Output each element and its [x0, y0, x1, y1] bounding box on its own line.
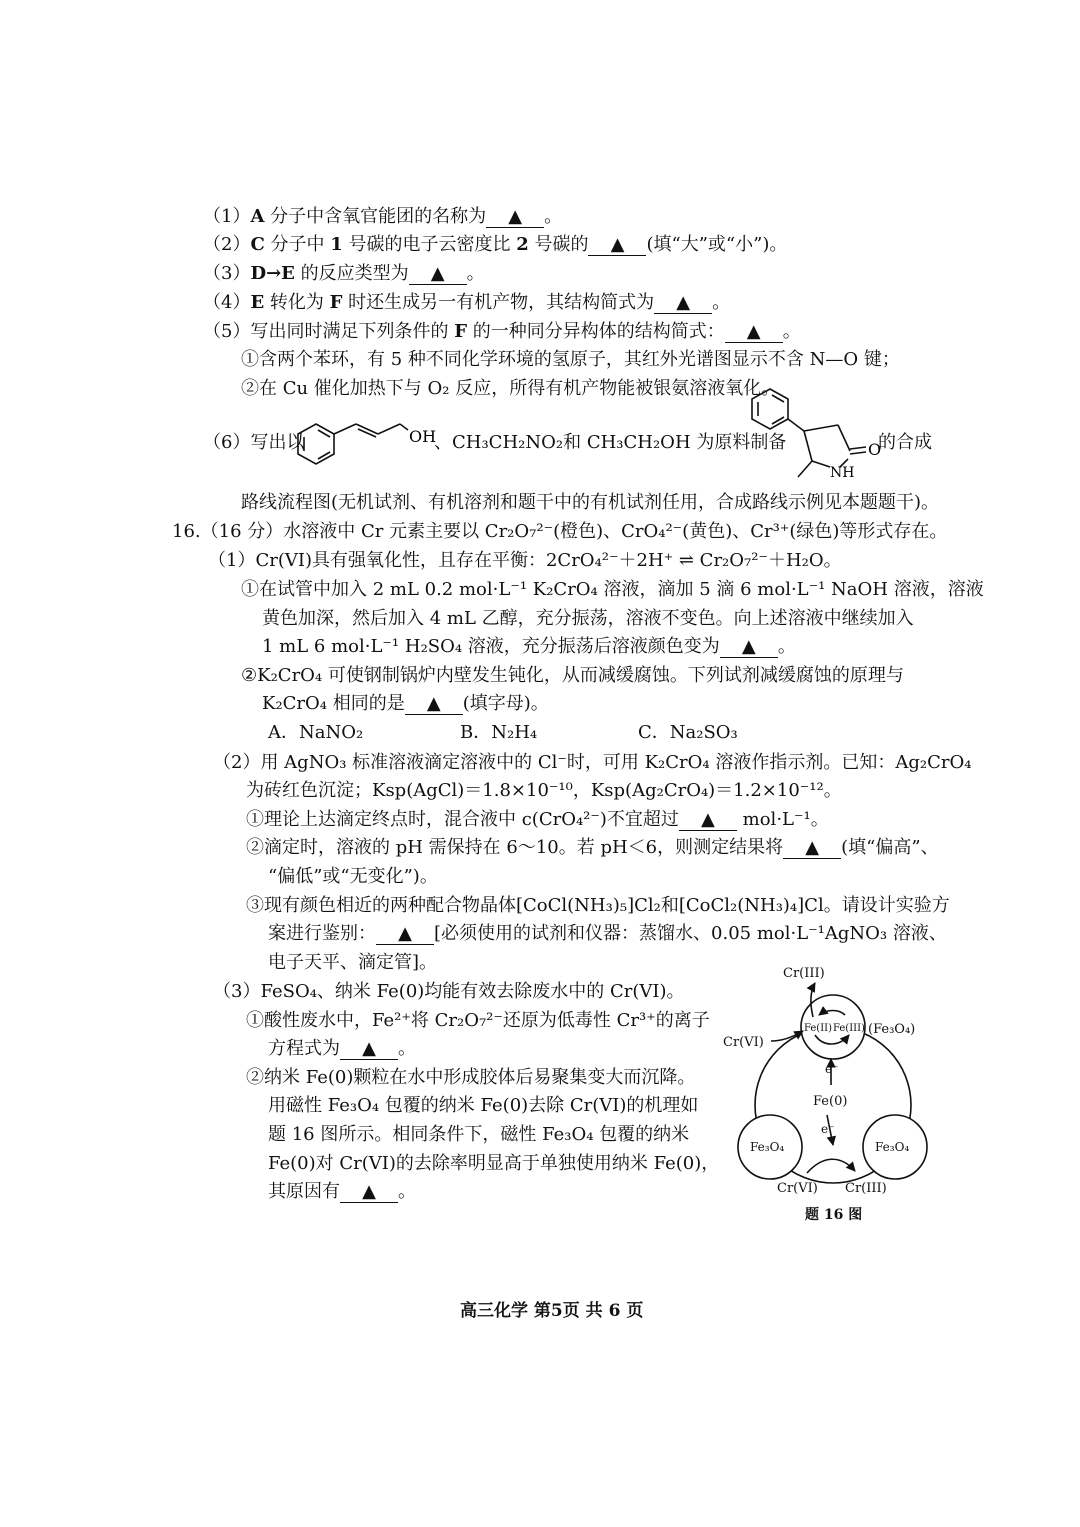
q15-6-middle: 、CH₃CH₂NO₂和 CH₃CH₂OH 为原料制备 [434, 432, 787, 453]
answer-blank: ▲ [376, 924, 434, 945]
q16-1: （1）Cr(VI)具有强氧化性，且存在平衡：2CrO₄²⁻＋2H⁺ ⇌ Cr₂O₇²⁻＋H₂O。 [208, 550, 842, 571]
q16-2-b-line2: “偏低”或“无变化”)。 [268, 866, 438, 887]
q16-2-line1: （2）用 AgNO₃ 标准溶液滴定溶液中的 Cl⁻时，可用 K₂CrO₄ 溶液作指示剂。已知：Ag₂CrO₄ [213, 752, 972, 773]
q15-2: （2）C 分子中 1 号碳的电子云密度比 2 号碳的 ▲ (填“大”或“小”)。 [203, 234, 788, 255]
nh-label: NH [830, 465, 855, 481]
electron-label-1: e⁻ [825, 1062, 839, 1076]
q16-2-c-line1: ③现有颜色相近的两种配合物晶体[CoCl(NH₃)₅]Cl₂和[CoCl₂(NH₃)₄]Cl。请设计实验方 [246, 895, 950, 916]
cr3-bottom-label: Cr(III) [845, 1181, 887, 1196]
page-footer: 高三化学 第5页 共 6 页 [460, 1301, 644, 1321]
option-c: C．Na₂SO₃ [638, 722, 738, 743]
q15-5-cond2: ②在 Cu 催化加热下与 O₂ 反应，所得有机产物能被银氨溶液氧化。 [241, 378, 780, 399]
q15-6-cont: 路线流程图(无机试剂、有机溶剂和题干中的有机试剂任用，合成路线示例见本题题干)。 [241, 492, 940, 513]
cr6-left-label: Cr(VI) [723, 1035, 764, 1050]
q15-6-lead: （6）写出以 [203, 432, 305, 453]
fe2-label: Fe(II) [804, 1023, 833, 1034]
q15-6-tail: 的合成 [878, 432, 932, 453]
q15-1: （1）A 分子中含氧官能团的名称为 ▲ 。 [203, 206, 563, 227]
answer-blank: ▲ [405, 694, 463, 715]
q16-1-a-line2: 黄色加深，然后加入 4 mL 乙醇，充分振荡，溶液不变色。向上述溶液中继续加入 [262, 608, 914, 629]
cinnamyl-alcohol-structure [296, 412, 440, 472]
q15-5: （5）写出同时满足下列条件的 F 的一种同分异构体的结构简式： ▲ 。 [203, 321, 801, 342]
q16-1-a-line1: ①在试管中加入 2 mL 0.2 mol·L⁻¹ K₂CrO₄ 溶液，滴加 5 滴 6 mol·L⁻¹ NaOH 溶液，溶液 [241, 579, 984, 600]
carbonyl-o-label: O [868, 440, 882, 459]
q16-2-c-line3: 电子天平、滴定管]。 [268, 952, 438, 973]
answer-blank: ▲ [409, 264, 467, 285]
fe3o4-right-label: Fe₃O₄ [875, 1140, 910, 1154]
answer-blank: ▲ [588, 235, 646, 256]
answer-blank: ▲ [725, 322, 783, 343]
q16-3: （3）FeSO₄、纳米 Fe(0)均能有效去除废水中的 Cr(VI)。 [213, 981, 685, 1002]
fe3o4-left-label: Fe₃O₄ [750, 1140, 785, 1154]
answer-blank: ▲ [486, 207, 544, 228]
fe3o4-top-label: (Fe₃O₄) [868, 1022, 916, 1037]
target-lactam-structure [746, 385, 886, 485]
option-a: A．NaNO₂ [268, 722, 364, 743]
q16-3-a-line1: ①酸性废水中，Fe²⁺将 Cr₂O₇²⁻还原为低毒性 Cr³⁺的离子 [246, 1010, 710, 1031]
oh-label: OH [409, 427, 437, 446]
q16-3-b-line5: 其原因有 ▲ 。 [268, 1181, 416, 1202]
q15-4: （4）E 转化为 F 时还生成另一有机产物，其结构简式为 ▲ 。 [203, 292, 731, 313]
answer-blank: ▲ [783, 838, 841, 859]
q15-5-cond1: ①含两个苯环，有 5 种不同化学环境的氢原子，其红外光谱图显示不含 N—O 键； [241, 349, 900, 370]
q16-3-b-line4: Fe(0)对 Cr(VI)的去除率明显高于单独使用纳米 Fe(0)， [268, 1153, 720, 1174]
q16-header: 16.（16 分）水溶液中 Cr 元素主要以 Cr₂O₇²⁻(橙色)、CrO₄²⁻(黄色)、Cr³⁺(绿色)等形式存在。 [172, 521, 948, 542]
q16-3-b-line3: 题 16 图所示。相同条件下，磁性 Fe₃O₄ 包覆的纳米 [268, 1124, 690, 1145]
cr6-bottom-label: Cr(VI) [777, 1181, 818, 1196]
figure-caption: 题 16 图 [805, 1207, 863, 1223]
option-b: B．N₂H₄ [460, 722, 538, 743]
q16-1-b-line2: K₂CrO₄ 相同的是 ▲ (填字母)。 [262, 693, 549, 714]
q16-2-line2: 为砖红色沉淀；Ksp(AgCl)＝1.8×10⁻¹⁰，Ksp(Ag₂CrO₄)＝1.2×10⁻¹²。 [246, 780, 842, 801]
fe3-label: Fe(III) [833, 1023, 865, 1034]
q16-1-b-line1: ②K₂CrO₄ 可使钢制锅炉内壁发生钝化，从而减缓腐蚀。下列试剂减缓腐蚀的原理与 [241, 665, 904, 686]
q16-2-b-line1: ②滴定时，溶液的 pH 需保持在 6～10。若 pH＜6，则测定结果将 ▲ (填“偏高”、 [246, 837, 939, 858]
q16-2-a: ①理论上达滴定终点时，混合液中 c(CrO₄²⁻)不宜超过 ▲ mol·L⁻¹。 [246, 809, 829, 830]
q16-3-b-line2: 用磁性 Fe₃O₄ 包覆的纳米 Fe(0)去除 Cr(VI)的机理如 [268, 1095, 699, 1116]
answer-blank: ▲ [720, 637, 778, 658]
q16-2-c-line2: 案进行鉴别： ▲ [必须使用的试剂和仪器：蒸馏水、0.05 mol·L⁻¹AgNO₃ 溶液、 [268, 923, 947, 944]
answer-blank: ▲ [679, 810, 737, 831]
answer-blank: ▲ [340, 1039, 398, 1060]
q16-1-a-line3: 1 mL 6 mol·L⁻¹ H₂SO₄ 溶液，充分振荡后溶液颜色变为 ▲ 。 [262, 636, 796, 657]
cr3-top-label: Cr(III) [783, 966, 825, 981]
q15-3: （3）D→E 的反应类型为 ▲ 。 [203, 263, 485, 284]
figure-16-mechanism [715, 955, 945, 1230]
q16-3-a-line2: 方程式为 ▲ 。 [268, 1038, 416, 1059]
answer-blank: ▲ [340, 1182, 398, 1203]
q16-3-b-line1: ②纳米 Fe(0)颗粒在水中形成胶体后易聚集变大而沉降。 [246, 1067, 696, 1088]
electron-label-2: e⁻ [821, 1122, 835, 1136]
fe0-label: Fe(0) [813, 1094, 848, 1109]
answer-blank: ▲ [654, 293, 712, 314]
